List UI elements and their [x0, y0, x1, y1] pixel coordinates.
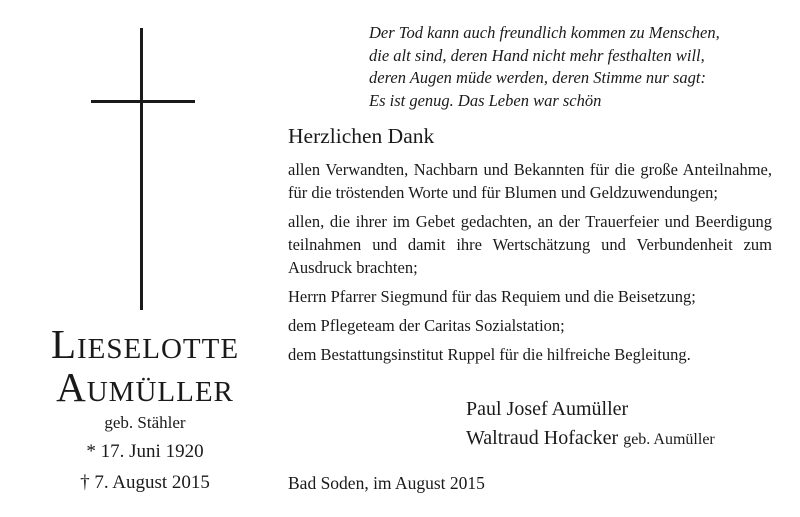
poem-line: die alt sind, deren Hand nicht mehr festhalten will, [369, 45, 705, 65]
thanks-title: Herzlichen Dank [288, 124, 435, 148]
deceased-first-name: Lieselotte [50, 321, 240, 367]
death-date: † 7. August 2015 [80, 472, 210, 493]
thanks-paragraph: dem Bestattungsinstitut Ruppel für die hilfreiche Begleitung. [288, 345, 691, 364]
cross-vertical-bar [140, 28, 143, 310]
maiden-name: geb. Stähler [104, 413, 186, 432]
cross-horizontal-bar [91, 100, 195, 103]
signature-name-text: Waltraud Hofacker [466, 427, 619, 449]
thanks-paragraph: allen Verwandten, Nachbarn und Bekannten für die große Anteilnahme, für die tröstenden Worte und für Blumen und Geldzuwendungen; [288, 160, 772, 202]
thanks-paragraph: dem Pflegeteam der Caritas Sozialstation; [288, 316, 565, 335]
thanks-body [288, 158, 772, 372]
thanks-paragraph: Herrn Pfarrer Siegmund für das Requiem und die Beisetzung; [288, 287, 696, 306]
signature-name: Paul Josef Aumüller [466, 398, 629, 420]
poem [369, 22, 720, 112]
birth-date: * 17. Juni 1920 [86, 441, 204, 462]
place-and-date: Bad Soden, im August 2015 [288, 473, 485, 493]
poem-line: Der Tod kann auch freundlich kommen zu Menschen, [369, 23, 720, 42]
deceased-last-name: Aumüller [56, 364, 234, 410]
signature-maiden-name: geb. Aumüller [623, 431, 715, 448]
poem-line: Es ist genug. Das Leben war schön [369, 90, 602, 110]
thanks-paragraph: allen, die ihrer im Gebet gedachten, an der Trauerfeier und Beerdigung teilnahmen und damit ihre Wertschätzung und Verbundenheit zum Ausdruck brachten; [288, 212, 772, 277]
signature-name [466, 427, 715, 450]
poem-line: deren Augen müde werden, deren Stimme nur sagt: [369, 68, 706, 87]
